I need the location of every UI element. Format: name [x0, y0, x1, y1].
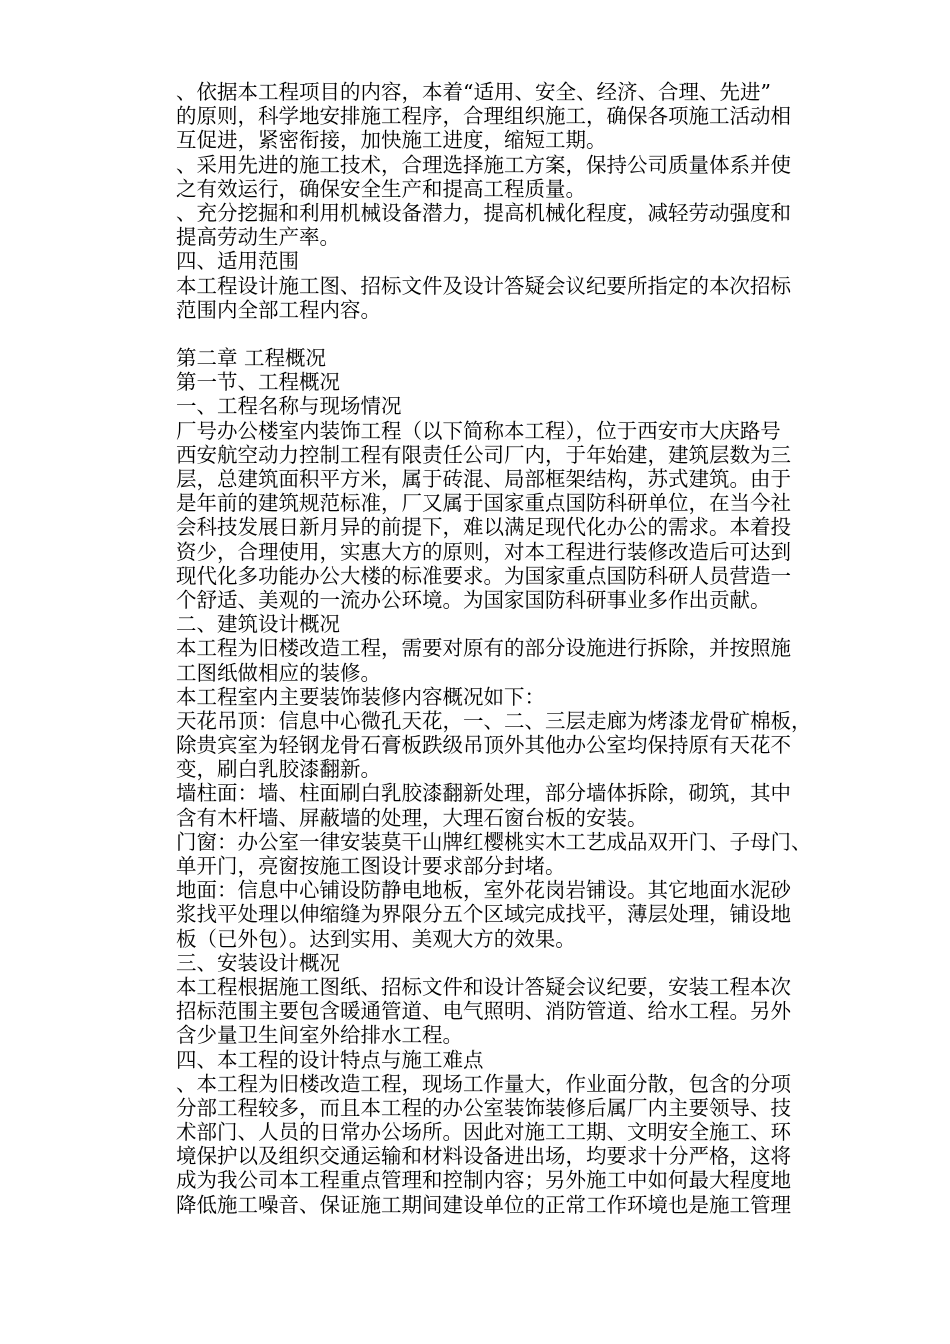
paragraph-installation — [176, 975, 856, 1048]
text-line: 板（已外包）。达到实用、美观大方的效果。 — [176, 926, 576, 951]
chapter-title: 第二章 工程概况 — [176, 346, 327, 371]
text-line: 降低施工噪音、保证施工期间建设单位的正常工作环境也是施工管理 — [176, 1192, 791, 1217]
text-line: 变，刷白乳胶漆翻新。 — [176, 757, 381, 782]
text-line: 现代化多功能办公大楼的标准要求。为国家重点国防科研人员营造一 — [176, 563, 791, 588]
text-line: 单开门，亮窗按施工图设计要求部分封堵。 — [176, 854, 566, 878]
text-line: 境保护以及组织交通运输和材料设备进出场，均要求十分严格，这将 — [176, 1144, 791, 1169]
text-line: 、依据本工程项目的内容，本着“适用、安全、经济、合理、先进” — [176, 80, 771, 104]
text-line: 范围内全部工程内容。 — [176, 297, 381, 322]
paragraph-doors-windows — [176, 830, 856, 878]
text-line: 、本工程为旧楼改造工程，现场工作量大，作业面分散，包含的分项 — [176, 1071, 791, 1096]
heading-scope — [176, 249, 856, 273]
paragraph-floor — [176, 878, 856, 951]
subsection-title: 三、安装设计概况 — [176, 950, 340, 975]
text-line: 工图纸做相应的装修。 — [176, 660, 381, 685]
document-page — [176, 80, 856, 1217]
text-line: 厂号办公楼室内装饰工程（以下简称本工程），位于西安市大庆路号 — [176, 418, 781, 443]
section-title: 第一节、工程概况 — [176, 370, 340, 395]
heading-architecture — [176, 612, 856, 636]
text-line: 本工程室内主要装饰装修内容概况如下： — [176, 684, 545, 709]
subsection-title: 一、工程名称与现场情况 — [176, 394, 402, 419]
paragraph-design-features — [176, 1072, 856, 1217]
text-line: 资少，合理使用，实惠大方的原则，对本工程进行装修改造后可达到 — [176, 539, 791, 564]
text-line: 、采用先进的施工技术，合理选择施工方案，保持公司质量体系并使 — [176, 152, 791, 177]
heading-design-features — [176, 1048, 856, 1072]
text-line: 墙柱面：墙、柱面刷白乳胶漆翻新处理，部分墙体拆除，砌筑，其中 — [176, 781, 791, 806]
heading-project-name — [176, 394, 856, 418]
paragraph-ceiling — [176, 709, 856, 782]
text-line: 之有效运行，确保安全生产和提高工程质量。 — [176, 176, 586, 201]
text-line: 天花吊顶：信息中心微孔天花，一、二、三层走廊为烤漆龙骨矿棉板， — [176, 708, 812, 733]
text-line: 术部门、人员的日常办公场所。因此对施工工期、文明安全施工、环 — [176, 1120, 791, 1145]
chapter-heading — [176, 346, 856, 370]
text-line: 个舒适、美观的一流办公环境。为国家国防科研事业多作出贡献。 — [176, 587, 771, 612]
text-line: 是年前的建筑规范标准，厂又属于国家重点国防科研单位，在当今社 — [176, 491, 791, 516]
text-line: 本工程根据施工图纸、招标文件和设计答疑会议纪要，安装工程本次 — [176, 974, 791, 999]
paragraph-principle-2 — [176, 153, 856, 201]
text-line: 互促进，紧密衔接，加快施工进度，缩短工期。 — [176, 128, 607, 153]
text-line: 成为我公司本工程重点管理和控制内容；另外施工中如何最大程度地 — [176, 1168, 791, 1193]
paragraph-principle-1 — [176, 80, 856, 153]
text-line: 的原则，科学地安排施工程序，合理组织施工，确保各项施工活动相 — [176, 104, 791, 129]
text-line: 地面：信息中心铺设防静电地板，室外花岗岩铺设。其它地面水泥砂 — [176, 878, 791, 903]
subsection-title: 二、建筑设计概况 — [176, 612, 340, 637]
subsection-title: 四、本工程的设计特点与施工难点 — [176, 1047, 484, 1072]
text-line: 招标范围主要包含暖通管道、电气照明、消防管道、给水工程。另外 — [176, 999, 791, 1024]
text-line: 门窗：办公室一律安装莫干山牌红樱桃实木工艺成品双开门、子母门、 — [176, 829, 812, 854]
text-line: 层，总建筑面积平方米，属于砖混、局部框架结构，苏式建筑。由于 — [176, 467, 791, 491]
paragraph-walls — [176, 781, 856, 829]
section-heading-overview — [176, 370, 856, 394]
text-line: 含有木杆墙、屏蔽墙的处理，大理石窗台板的安装。 — [176, 805, 648, 830]
paragraph-decoration-intro — [176, 685, 856, 709]
blank-line — [176, 322, 856, 346]
paragraph-scope — [176, 274, 856, 322]
heading-installation — [176, 951, 856, 975]
paragraph-project-description — [176, 419, 856, 613]
text-line: 本工程设计施工图、招标文件及设计答疑会议纪要所指定的本次招标 — [176, 273, 791, 298]
text-line: 分部工程较多，而且本工程的办公室装饰装修后属厂内主要领导、技 — [176, 1095, 791, 1120]
paragraph-principle-3 — [176, 201, 856, 249]
text-line: 含少量卫生间室外给排水工程。 — [176, 1023, 463, 1048]
text-line: 会科技发展日新月异的前提下，难以满足现代化办公的需求。本着投 — [176, 515, 791, 540]
text-line: 、充分挖掘和利用机械设备潜力，提高机械化程度，减轻劳动强度和 — [176, 200, 791, 225]
text-line: 西安航空动力控制工程有限责任公司厂内，于年始建，建筑层数为三 — [176, 442, 791, 467]
text-line: 浆找平处理以伸缩缝为界限分五个区域完成找平，薄层处理，铺设地 — [176, 902, 791, 927]
text-line: 提高劳动生产率。 — [176, 225, 340, 250]
section-heading: 四、适用范围 — [176, 249, 299, 274]
text-line: 本工程为旧楼改造工程，需要对原有的部分设施进行拆除，并按照施 — [176, 636, 791, 661]
text-line: 除贵宾室为轻钢龙骨石膏板跌级吊顶外其他办公室均保持原有天花不 — [176, 733, 791, 758]
paragraph-architecture — [176, 636, 856, 684]
